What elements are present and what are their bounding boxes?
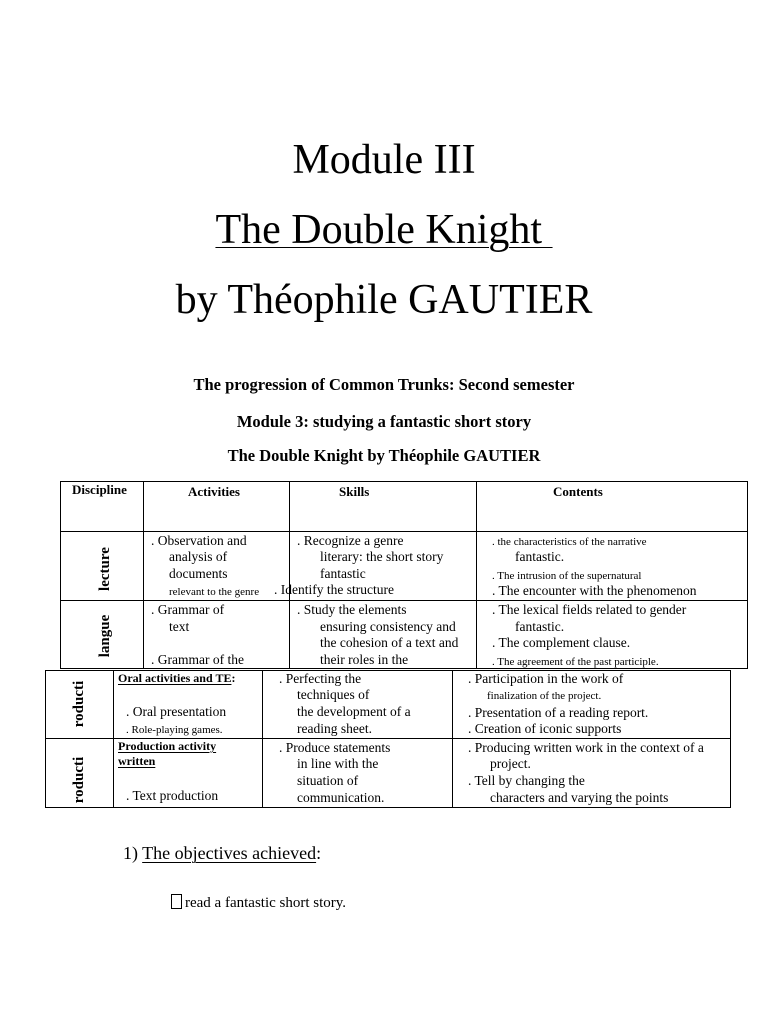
activity-line: . Grammar of (151, 602, 225, 617)
content-line: . Creation of iconic supports (468, 721, 622, 736)
content-line: . The encounter with the phenomenon (492, 583, 697, 598)
skill-line: . Recognize a genre (297, 533, 404, 548)
content-line: . The complement clause. (492, 635, 631, 650)
skill-line: situation of (297, 773, 359, 788)
content-line: fantastic. (515, 549, 565, 564)
skill-line: reading sheet. (297, 721, 372, 736)
skill-line: the development of a (297, 704, 411, 719)
module-title: Module III (292, 137, 476, 183)
activity-line: . Observation and (151, 533, 247, 548)
checkbox-bullet-icon (171, 894, 182, 909)
header-discipline: Discipline (72, 482, 127, 497)
discipline-lecture: lecture (97, 547, 113, 591)
discipline-production-oral: roducti (71, 680, 87, 728)
discipline-langue: langue (97, 614, 113, 658)
written-title-line1: Production activity (118, 739, 217, 753)
objective-item-text: read a fantastic short story. (185, 895, 347, 911)
header-skills: Skills (339, 484, 370, 499)
header-contents: Contents (553, 484, 603, 499)
skill-line: communication. (297, 790, 385, 805)
content-line: . The lexical fields related to gender (492, 602, 687, 617)
skill-line: in line with the (297, 756, 379, 771)
skill-line: techniques of (297, 687, 370, 702)
content-line: characters and varying the points (490, 790, 669, 805)
content-line: . Presentation of a reading report. (468, 705, 649, 720)
objectives-number: 1) (123, 843, 143, 863)
work-heading: The Double Knight by Théophile GAUTIER (227, 446, 541, 465)
skill-line: ensuring consistency and (320, 619, 456, 634)
skill-line: . Identify the structure (274, 582, 394, 597)
skill-line: . Study the elements (297, 602, 407, 617)
content-line: . Producing written work in the context of a (468, 740, 704, 755)
objectives-heading (123, 843, 321, 864)
written-activity-title-2 (118, 754, 155, 769)
content-line: fantastic. (515, 619, 565, 634)
content-line: project. (490, 756, 531, 771)
work-title-text: The Double Knight (215, 207, 553, 253)
skill-line: their roles in the (320, 652, 409, 667)
content-line: finalization of the project. (487, 690, 602, 702)
module-heading: Module 3: studying a fantastic short story (236, 412, 532, 431)
oral-activities-colon: : (231, 671, 236, 685)
activity-line: . Oral presentation (126, 704, 227, 719)
activity-line: text (169, 619, 190, 634)
skill-line: literary: the short story (320, 549, 444, 564)
skill-line: the cohesion of a text and (320, 635, 459, 650)
activity-line: . Text production (126, 788, 219, 803)
content-line: . The intrusion of the supernatural (492, 570, 642, 582)
skill-line: . Produce statements (279, 740, 391, 755)
oral-activities-title-text: Oral activities and TE (118, 671, 232, 685)
content-line: . the characteristics of the narrative (492, 536, 647, 548)
header-activities: Activities (188, 484, 240, 499)
activity-line: relevant to the genre (169, 586, 260, 598)
progression-heading: The progression of Common Trunks: Second semester (193, 375, 575, 394)
oral-activities-title (118, 671, 235, 686)
skill-line: . Perfecting the (279, 671, 362, 686)
discipline-production-written: roducti (71, 756, 87, 804)
written-title-line2: written (118, 754, 156, 768)
objectives-heading-text: The objectives achieved (142, 843, 317, 863)
activity-line: . Role-playing games. (126, 724, 223, 736)
activity-line: . Grammar of the (151, 652, 244, 667)
written-activity-title (118, 739, 216, 754)
content-line: . The agreement of the past participle. (492, 656, 659, 668)
skill-line: fantastic (320, 566, 366, 581)
activity-line: documents (169, 566, 228, 581)
objective-item (171, 894, 346, 912)
objectives-colon: : (316, 843, 322, 863)
content-line: . Tell by changing the (468, 773, 585, 788)
author-line: by Théophile GAUTIER (175, 277, 593, 323)
content-line: . Participation in the work of (468, 671, 624, 686)
activity-line: analysis of (169, 549, 228, 564)
work-title (0, 206, 768, 254)
